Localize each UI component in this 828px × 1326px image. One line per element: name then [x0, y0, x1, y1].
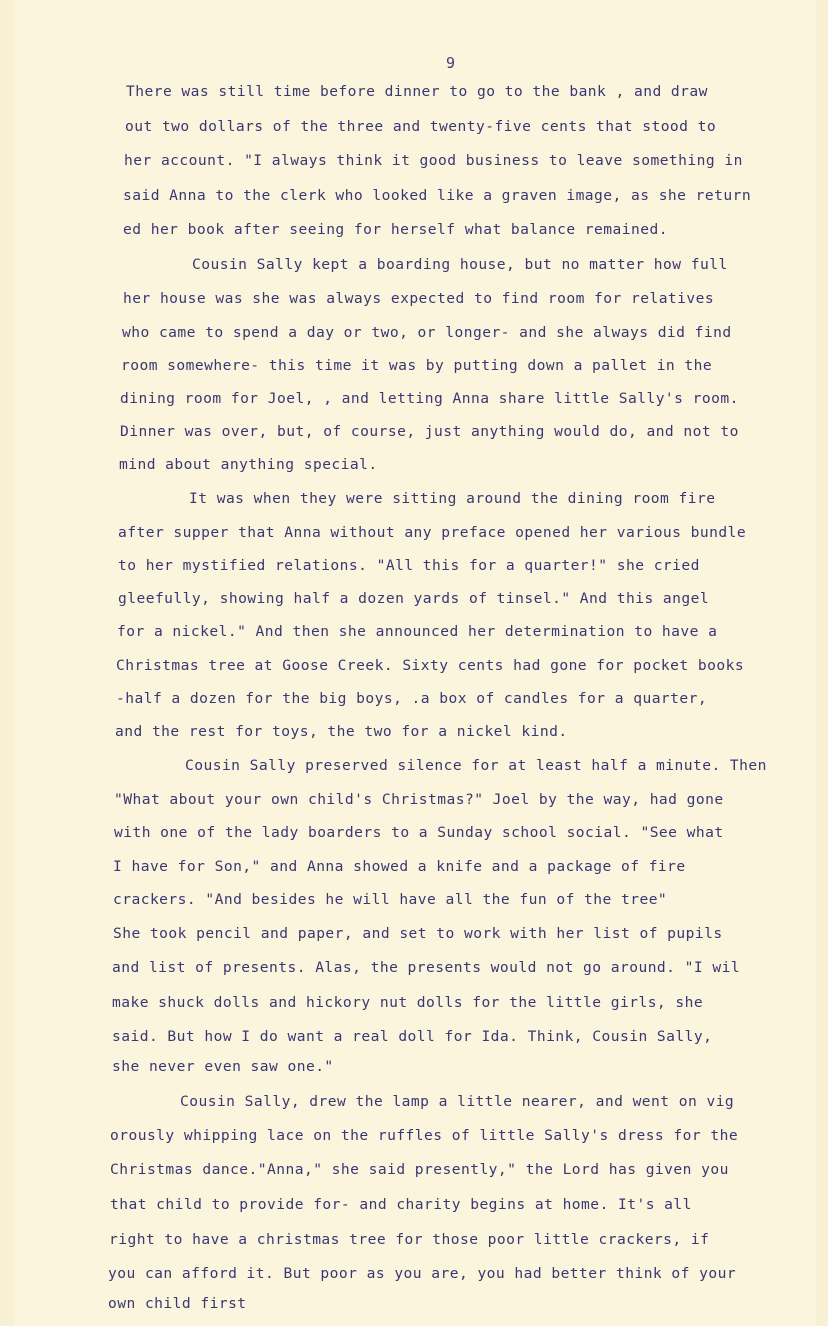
text-line: Cousin Sally preserved silence for at least half a minute. Then [185, 757, 767, 774]
text-line: dining room for Joel, , and letting Anna share little Sally's room. [120, 390, 739, 407]
text-line: own child first [108, 1295, 247, 1312]
page-edge-left [0, 0, 14, 1326]
page-number: 9 [446, 54, 456, 72]
text-line: Dinner was over, but, of course, just anything would do, and not to [120, 423, 739, 440]
text-line: -half a dozen for the big boys, .a box of candles for a quarter, [116, 690, 708, 707]
page-edge-right [816, 0, 828, 1326]
text-line: make shuck dolls and hickory nut dolls for the little girls, she [112, 994, 704, 1011]
text-line: crackers. "And besides he will have all the fun of the tree" [113, 891, 668, 908]
text-line: mind about anything special. [119, 456, 378, 473]
text-line: Christmas dance."Anna," she said presently," the Lord has given you [110, 1161, 729, 1178]
text-line: and list of presents. Alas, the presents would not go around. "I wil [112, 959, 741, 976]
text-line: orously whipping lace on the ruffles of little Sally's dress for the [110, 1127, 739, 1144]
text-line: with one of the lady boarders to a Sunday school social. "See what [114, 824, 724, 841]
text-line: out two dollars of the three and twenty-five cents that stood to [125, 118, 717, 135]
text-line: "What about your own child's Christmas?" Joel by the way, had gone [114, 791, 724, 808]
text-line: her account. "I always think it good business to leave something in [124, 152, 743, 169]
text-line: and the rest for toys, the two for a nickel kind. [115, 723, 568, 740]
text-line: said. But how I do want a real doll for Ida. Think, Cousin Sally, [112, 1028, 713, 1045]
text-line: Cousin Sally kept a boarding house, but no matter how full [192, 256, 728, 273]
text-line: you can afford it. But poor as you are, you had better think of your [108, 1265, 737, 1282]
text-line: that child to provide for- and charity begins at home. It's all [110, 1196, 692, 1213]
text-line: There was still time before dinner to go to the bank , and draw [126, 83, 708, 100]
text-line: who came to spend a day or two, or longer- and she always did find [122, 324, 732, 341]
text-line: I have for Son," and Anna showed a knife and a package of fire [113, 858, 686, 875]
text-line: Cousin Sally, drew the lamp a little nearer, and went on vig [180, 1093, 735, 1110]
text-line: room somewhere- this time it was by putting down a pallet in the [121, 357, 713, 374]
text-line: to her mystified relations. "All this for a quarter!" she cried [118, 557, 700, 574]
text-line: ed her book after seeing for herself what balance remained. [123, 221, 668, 238]
text-line: right to have a christmas tree for those poor little crackers, if [109, 1231, 710, 1248]
text-line: gleefully, showing half a dozen yards of tinsel." And this angel [118, 590, 710, 607]
text-line: Christmas tree at Goose Creek. Sixty cents had gone for pocket books [116, 657, 745, 674]
text-line: for a nickel." And then she announced her determination to have a [117, 623, 718, 640]
text-line: It was when they were sitting around the dining room fire [189, 490, 716, 507]
text-line: she never even saw one." [112, 1058, 334, 1075]
text-line: said Anna to the clerk who looked like a graven image, as she return [123, 187, 752, 204]
text-line: She took pencil and paper, and set to work with her list of pupils [113, 925, 723, 942]
text-line: her house was she was always expected to find room for relatives [123, 290, 715, 307]
text-line: after supper that Anna without any preface opened her various bundle [118, 524, 747, 541]
